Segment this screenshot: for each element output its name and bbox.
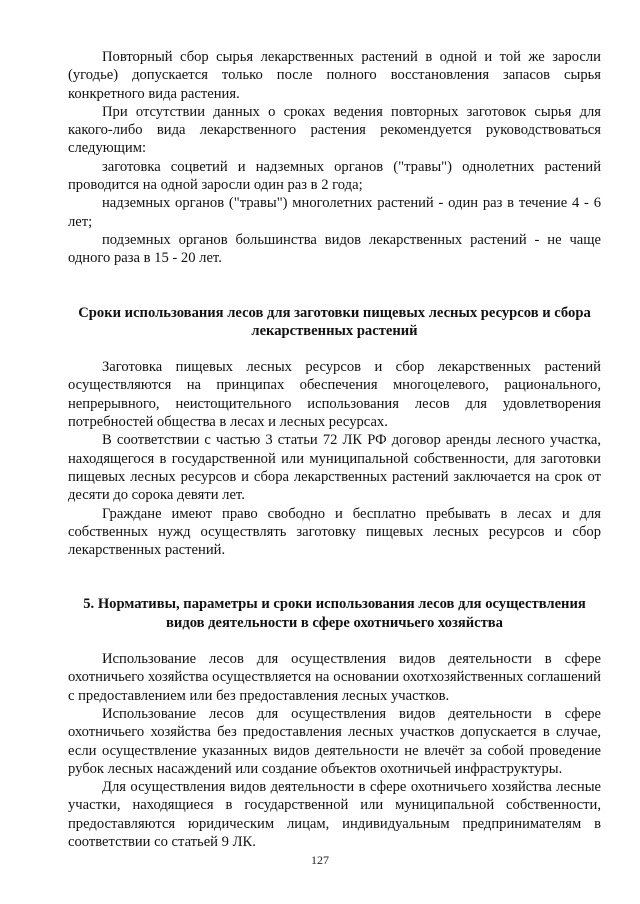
paragraph: При отсутствии данных о сроках ведения повторных заготовок сырья для какого-либо вида лекарственного растения рекомендуется руководствоваться следующим:	[68, 103, 601, 157]
paragraph: Граждане имеют право свободно и бесплатно пребывать в лесах и для собственных нужд осуществлять заготовку пищевых лесных ресурсов и сбор лекарственных растений.	[68, 505, 601, 559]
paragraph: Использование лесов для осуществления видов деятельности в сфере охотничьего хозяйства без предоставления лесных участков допускается в случае, если осуществление указанных видов деятельности не влечёт за собой проведение рубок лесных насаждений или создание объектов охотничьей инфраструктуры.	[68, 705, 601, 777]
paragraph: Использование лесов для осуществления видов деятельности в сфере охотничьего хозяйства осуществляется на основании охотхозяйственных соглашений с предоставлением или без предоставления лесных участков.	[68, 651, 601, 704]
paragraph: Повторный сбор сырья лекарственных растений в одной и той же заросли (угодье) допускается только после полного восстановления запасов сырья конкретного вида растения.	[68, 49, 601, 102]
page-number: 127	[311, 853, 329, 867]
paragraph: заготовка соцветий и надземных органов ("травы") однолетних растений проводится на одной заросли один раз в 2 года;	[68, 158, 601, 194]
document-page	[68, 48, 601, 851]
paragraph: Заготовка пищевых лесных ресурсов и сбор лекарственных растений осуществляются на принципах обеспечения многоцелевого, рационального, непрерывного, неистощительного использования лесов для удовлетворения потребностей общества в лесах и лесных ресурсах.	[68, 359, 601, 431]
spacer	[68, 632, 601, 650]
paragraph: Для осуществления видов деятельности в сфере охотничьего хозяйства лесные участки, находящиеся в государственной или муниципальной собственности, предоставляются юридическим лицам, индивидуальным предпринимателям в соответствии со статьей 9 ЛК.	[68, 779, 601, 850]
spacer	[68, 559, 601, 595]
section-heading: Сроки использования лесов для заготовки пищевых лесных ресурсов и сбора лекарственных растений	[78, 304, 591, 339]
spacer	[68, 268, 601, 304]
paragraph: надземных органов ("травы") многолетних растений - один раз в течение 4 - 6 лет;	[68, 195, 601, 230]
paragraph: В соответствии с частью 3 статьи 72 ЛК РФ договор аренды лесного участка, находящегося в государственной или муниципальной собственности, для заготовки пищевых лесных ресурсов и сбора лекарственных растений заключается на срок от десяти до сорока девяти лет.	[68, 432, 601, 504]
section-heading: 5. Нормативы, параметры и сроки использования лесов для осуществления видов деятельности в сфере охотничьего хозяйства	[83, 596, 586, 631]
paragraph: подземных органов большинства видов лекарственных растений - не чаще одного раза в 15 - 20 лет.	[68, 231, 601, 267]
spacer	[68, 340, 601, 358]
